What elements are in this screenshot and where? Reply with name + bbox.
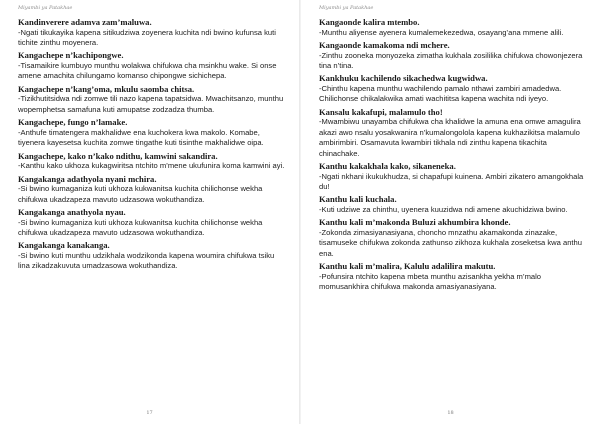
proverb-entry xyxy=(18,17,285,48)
proverb-title: Kankhuku kachilendo sikachedwa kugwidwa. xyxy=(319,73,488,84)
proverb-entry xyxy=(18,240,285,271)
running-header: Miyambi ya Patakhae xyxy=(18,5,73,11)
proverb-entry xyxy=(18,174,285,205)
proverb-explanation: -Tisamaikire kumbuyo munthu wolakwa chifukwa cha msinkhu wake. Si onse amene amachita chilungamo komanso chipongwe sichichepa. xyxy=(18,61,277,81)
proverb-entry xyxy=(319,261,586,292)
proverb-title: Kansalu kakafupi, malamulo tho! xyxy=(319,106,443,117)
proverb-title: Kangachepe n’kachipongwe. xyxy=(18,50,124,61)
proverb-explanation: -Kuti udziwe za chinthu, uyenera kuuzidwa ndi amene akuchidziwa bwino. xyxy=(319,205,568,215)
proverb-explanation: -Tizikhutitsidwa ndi zomwe tili nazo kapena tapatsidwa. Mwachitsanzo, munthu wopemphetsa samafuna kuti amupatse zodzadza thumba. xyxy=(18,94,284,114)
proverb-explanation: -Si bwino kuti munthu udzikhala wodzikonda kapena woumira chifukwa tsiku lina zikadzakuvuta umadzasowa wokuthandiza. xyxy=(18,251,275,271)
proverb-explanation: -Si bwino kumaganiza kuti ukhoza kukwanitsa kuchita chilichonse wekha chifukwa ukadzapeza mavuto udzasowa wokuthandiza. xyxy=(18,184,263,204)
proverb-explanation: -Zinthu zooneka monyozeka zimatha kukhala zosililika chifukwa chowonjezera tina n’tina. xyxy=(319,50,583,70)
proverb-title: Kanthu kali m’malira, Kalulu adalilira makutu. xyxy=(319,261,496,272)
running-header: Miyambi ya Patakhae xyxy=(319,5,374,11)
proverb-title: Kandinverere adamva zam’maluwa. xyxy=(18,17,152,27)
proverb-explanation: -Ngati tikukayika kapena sitikudziwa zoyenera kuchita ndi bwino kufunsa kuti tichite zinthu moyenera. xyxy=(18,27,276,47)
proverb-explanation: -Munthu aliyense ayenera kumalemekezedwa, osayang’ana mmene alili. xyxy=(319,27,564,37)
proverb-entry xyxy=(18,117,285,148)
proverb-entry xyxy=(18,84,285,115)
proverb-explanation: -Anthufe timatengera makhalidwe ena kuchokera kwa makolo. Komabe, tiyenera kayesetsa kuchita zomwe tingathe kuti tisinthe makhalidwe oipa. xyxy=(18,127,264,148)
proverb-entry xyxy=(319,194,586,215)
proverb-title: Kanthu kali m’makonda Buluzi akhumbira khonde. xyxy=(319,217,511,228)
proverb-entry xyxy=(18,151,285,172)
proverb-entry xyxy=(319,40,586,71)
proverb-entry xyxy=(319,107,586,159)
proverb-title: Kanthu kali kuchala. xyxy=(319,194,397,205)
proverb-entry xyxy=(319,73,586,104)
proverb-entry xyxy=(18,207,285,238)
proverb-entry xyxy=(319,161,586,192)
proverb-explanation: -Pofunsira ntchito kapena mbeta munthu azisankha yekha m’malo momusankhira chifukwa makonda amasiyanasiyana. xyxy=(319,271,542,292)
proverb-title: Kangakanga kanakanga. xyxy=(18,240,110,251)
proverb-explanation: -Kanthu kako ukhoza kukagwiritsa ntchito m’mene ukufunira koma kamwini ayi. xyxy=(18,161,285,171)
proverb-title: Kangachepe n’kang’oma, mkulu saomba chitsa. xyxy=(18,83,195,94)
proverb-title: Kanthu kakakhala kako, sikaneneka. xyxy=(319,161,456,172)
proverb-entry xyxy=(18,50,285,81)
proverb-title: Kangachepe, kako n’kako ndithu, kamwini sakandira. xyxy=(18,150,218,161)
proverb-entry xyxy=(319,217,586,259)
proverb-title: Kangaonde kalira mtembo. xyxy=(319,17,420,27)
left-page-content xyxy=(18,17,285,274)
left-page xyxy=(0,0,299,424)
right-page-content xyxy=(319,17,586,295)
proverb-title: Kangakanga adathyola nyani mchira. xyxy=(18,173,157,184)
page-number: 18 xyxy=(447,410,454,416)
proverb-explanation: -Mwambiwu unayamba chifukwa cha khalidwe la amuna ena omwe amagulira akazi awo nsalu yosakwanira n’kumalongolola kapena kukhazikitsa malamulo ambirimbiri. Osamavuta kwambiri tikhala ndi zinthu kapena tikachita chinachake. xyxy=(319,117,581,158)
proverb-title: Kangachepe, fungo n’lamake. xyxy=(18,117,128,128)
proverb-explanation: -Si bwino kumaganiza kuti ukhoza kukwanitsa kuchita chilichonse wekha chifukwa ukadzapeza mavuto udzasowa wokuthandiza. xyxy=(18,217,263,238)
proverb-explanation: -Zokonda zimasiyanasiyana, choncho mnzathu akamakonda zinazake, tisamuseke chifukwa zokonda zathunso zikhoza kukhala zoseketsa kwa anthu ena. xyxy=(319,228,582,258)
page-number: 17 xyxy=(146,410,153,416)
proverb-title: Kangakanga anathyola nyau. xyxy=(18,207,126,218)
proverb-explanation: -Chinthu kapena munthu wachilendo pamalo nthawi zambiri amadedwa. Chilichonse chikalakwika amati wachititsa kapena wachita ndi iyeyo. xyxy=(319,84,562,104)
proverb-title: Kangaonde kamakoma ndi mchere. xyxy=(319,40,450,50)
proverb-explanation: -Ngati nkhani ikukukhudza, si chapafupi kuinena. Ambiri zikatero amangokhala du! xyxy=(319,171,584,192)
right-page xyxy=(301,0,600,424)
proverb-entry xyxy=(319,17,586,38)
